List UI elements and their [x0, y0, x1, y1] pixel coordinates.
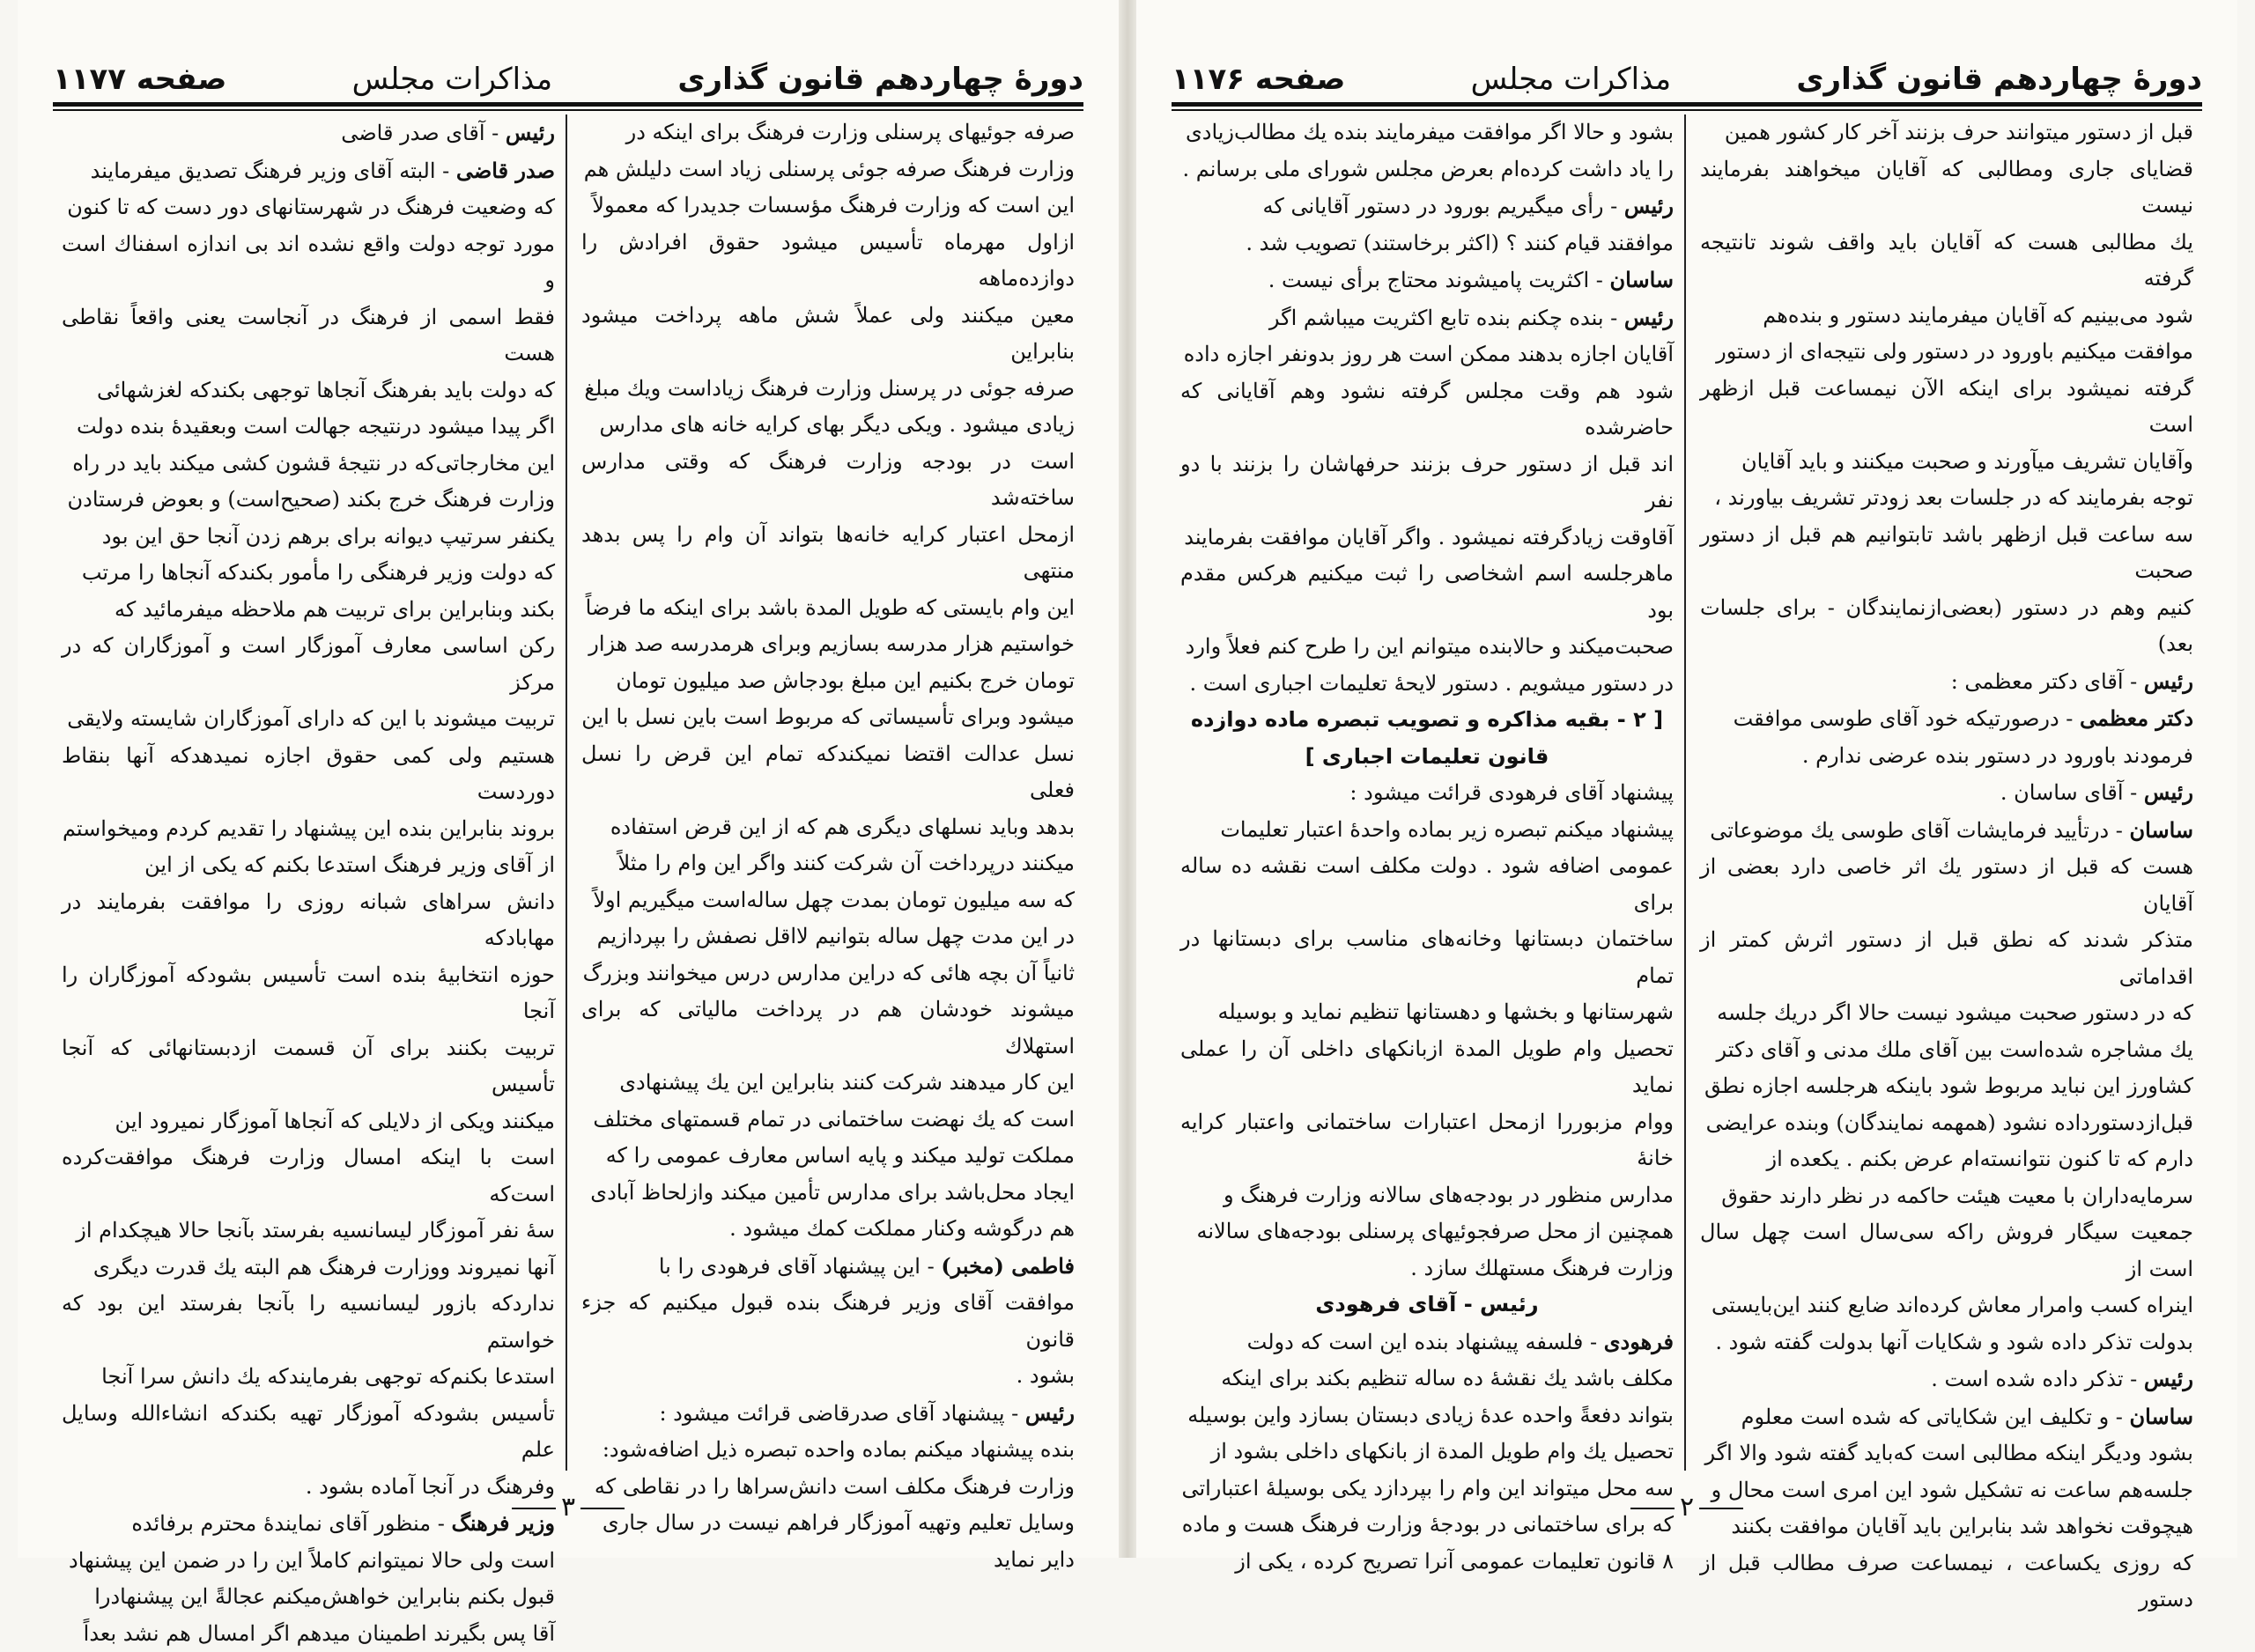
text-line: سهٔ نفر آموزگار لیسانسیه بفرستد بآنجا حالا هیچکدام از — [62, 1213, 555, 1250]
text-line: صرفه جوئی در پرسنل وزارت فرهنگ زیاداست ویك مبلغ — [581, 371, 1075, 408]
text-column-left — [62, 114, 555, 1471]
text-line: ووام مزبوررا ازمحل اعتبارات ساختمانی واعتبار کرایه خانهٔ — [1180, 1104, 1674, 1177]
page-footer — [18, 1492, 1119, 1523]
header-title: مذاکرات مجلس — [1471, 62, 1671, 97]
text-line: نسل عدالت اقتضا نمیکندکه تمام این قرض را نسل فعلی — [581, 736, 1075, 809]
speech-text: - اکثریت پامیشوند محتاج برأی نیست . — [1268, 268, 1610, 292]
page-footer — [1136, 1492, 2237, 1523]
speech-text: - درتأیید فرمایشات آقای طوسی یك موضوعاتی — [1710, 818, 2129, 843]
text-line: [ ۲ - بقیه مذاکره و تصویب تبصره ماده دوازده — [1180, 702, 1674, 739]
text-line: موافقت میکنیم باورود در دستور ولی نتیجه‌ای از دستور — [1700, 334, 2193, 371]
text-line — [1700, 774, 2193, 812]
text-line: بدولت تذکر داده شود و شکایات آنها بدولت گفته شود . — [1700, 1324, 2193, 1361]
text-line: تحصیل وام طویل المدة ازبانکهای داخلی آن را عملی نماید — [1180, 1031, 1674, 1104]
text-line: است در بودجه وزارت فرهنگ که وقتی مدارس ساخته‌شد — [581, 444, 1075, 517]
text-line: میشوند خودشان هم در پرداخت مالیاتی که برای استهلاك — [581, 992, 1075, 1065]
speech-text: - پیشنهاد آقای صدرقاضی قرائت میشود : — [659, 1401, 1024, 1426]
speaker-name: ساسان — [1610, 267, 1674, 292]
text-line: سه محل میتواند این وام را بپردازد یکی بوسیلهٔ اعتباراتی — [1180, 1471, 1674, 1508]
speaker-name: وزیر فرهنگ — [451, 1510, 555, 1536]
text-line: وزارت فرهنگ صرفه جوئی پرسنلی زیاد است دلیلش هم — [581, 151, 1075, 188]
book-gutter — [1119, 0, 1136, 1558]
text-line: وسایل تعلیم وتهیه آموزگار فراهم نیست در سال جاری — [581, 1505, 1075, 1542]
text-line: بشود . — [581, 1358, 1075, 1395]
text-line — [1700, 812, 2193, 850]
text-line: یك مشاجره شده‌است بین آقای ملك مدنی و آقای دکتر — [1700, 1032, 2193, 1069]
text-line: دایر نماید — [581, 1542, 1075, 1579]
text-line — [1700, 1361, 2193, 1398]
text-line: ۸ قانون تعلیمات عمومی آنرا تصریح کرده ، یکی از — [1180, 1544, 1674, 1581]
text-line: از آقای وزیر فرهنگ استدعا بکنم که یکی از این — [62, 847, 555, 884]
speech-text: - رأی میگیریم بورود در دستور آقایانی که — [1263, 194, 1624, 218]
text-line: مکلف باشد یك نقشهٔ ده ساله تنظیم بکند برای اینکه — [1180, 1361, 1674, 1398]
text-line — [581, 1395, 1075, 1433]
text-line: ازمحل اعتبار کرایه خانه‌ها بتواند آن وام را پس بدهد منتهی — [581, 517, 1075, 590]
text-line: که دولت باید بفرهنگ آنجاها توجهی بکندکه لغزشهائی — [62, 372, 555, 409]
footer-dash — [1699, 1508, 1743, 1509]
text-line: میشود وبرای تأسیساتی که مربوط است باین نسل با این — [581, 699, 1075, 736]
footer-page-number: ۳ — [561, 1492, 575, 1523]
text-line: صرفه جوئیهای پرسنلی وزارت فرهنگ برای اینکه در — [581, 114, 1075, 151]
text-line: وآقایان تشریف میآورند و صحبت میکنند و باید آقایان — [1700, 444, 2193, 481]
text-line: کنیم وهم در دستور (بعضی‌ازنمایندگان - برای جلسات بعد) — [1700, 590, 2193, 663]
text-line: میکنند درپرداخت آن شرکت کنند واگر این وام را مثلاً — [581, 845, 1075, 882]
text-line: فقط اسمی از فرهنگ در آنجاست یعنی واقعاً نقاطی هست — [62, 299, 555, 372]
text-line: هیچوقت نخواهد شد بنابراین باید آقایان موافقت بکنند — [1700, 1508, 2193, 1545]
text-line: در دستور میشویم . دستور لایحهٔ تعلیمات اجباری است . — [1180, 666, 1674, 703]
text-line: ثانیاً آن بچه هائی که دراین مدارس درس میخوانند وبزرگ — [581, 955, 1075, 992]
header-page-number: صفحه ۱۱۷۶ — [1172, 62, 1345, 97]
text-line: آقایان اجازه بدهند ممکن است هر روز بدونفر اجازه داده — [1180, 336, 1674, 373]
text-line: سه ساعت قبل ازظهر باشد تابتوانیم هم قبل از دستور صحبت — [1700, 517, 2193, 590]
text-line: قانون تعلیمات اجباری ] — [1180, 739, 1674, 776]
speaker-name: فاطمی (مخبر) — [941, 1253, 1075, 1279]
text-line: جلسه‌هم ساعت نه تشکیل شود این امری است محال و — [1700, 1472, 2193, 1509]
speech-text: - البته آقای وزیر فرهنگ تصدیق میفرمایند — [91, 159, 456, 183]
text-line: هست که قبل از دستور یك اثر خاصی دارد بعضی از آقایان — [1700, 849, 2193, 922]
footer-dash — [512, 1508, 556, 1509]
text-line: شهرستانها و بخشها و دهستانها تنظیم نماید و بوسیله — [1180, 994, 1674, 1031]
speech-text: - این پیشنهاد آقای فرهودی را با — [659, 1254, 942, 1279]
speaker-name: رئیس — [1025, 1400, 1075, 1426]
text-line: ماهرجلسه اسم اشخاصی را ثبت میکنیم هرکس مقدم بود — [1180, 556, 1674, 629]
text-line: تربیت بکنند برای آن قسمت ازدبستانهائی که آنجا تأسیس — [62, 1030, 555, 1103]
text-line: این کار میدهند شرکت کنند بنابراین این یك پیشنهادی — [581, 1065, 1075, 1102]
text-line: اینراه کسب وامرار معاش کرده‌اند ضایع کنند این‌بایستی — [1700, 1287, 2193, 1324]
text-line: مملکت تولید میکند و پایه اساس معارف عمومی را که — [581, 1138, 1075, 1175]
speech-text: - آقای ساسان . — [2000, 780, 2144, 805]
speaker-name: صدر قاضی — [456, 158, 555, 183]
text-line: شود هم وقت مجلس گرفته نشود وهم آقایانی که حاضرشده — [1180, 373, 1674, 446]
text-line: قبول بکنم بنابراین خواهش‌میکنم عجالةً این پیشنهادرا — [62, 1579, 555, 1616]
text-line: این است که وزارت فرهنگ مؤسسات جدیدرا که معمولاً — [581, 188, 1075, 225]
column-divider — [566, 114, 567, 1471]
text-line: تومان خرج بکنیم این مبلغ بودجاش صد میلیون تومان — [581, 663, 1075, 700]
text-line: اگر پیدا میشود درنتیجه جهالت است وبعقیدهٔ بنده دولت — [62, 409, 555, 446]
speech-text: - آقای دکتر معظمی : — [1951, 669, 2144, 694]
text-line: عمومی اضافه شود . دولت مکلف است نقشه ده ساله برای — [1180, 848, 1674, 921]
text-line: در این مدت چهل ساله بتوانیم لااقل نصفش را بپردازیم — [581, 918, 1075, 955]
text-line: اند قبل از دستور حرف بزنند حرفهاشان را بزنند با دو نفر — [1180, 446, 1674, 520]
text-line: که در دستور صحبت میشود نیست حالا اگر دریك جلسه — [1700, 995, 2193, 1032]
text-line — [1700, 700, 2193, 738]
text-line: قبل‌ازدستورداده نشود (همهمه نمایندگان) وبنده عرایضی — [1700, 1105, 2193, 1142]
text-line — [1180, 1287, 1674, 1324]
text-line: است با اینکه امسال وزارت فرهنگ موافقت‌کرده است‌که — [62, 1139, 555, 1213]
page-header — [1172, 53, 2202, 97]
text-line: ندارد‌که بازور لیسانسیه را بآنجا بفرستد این بود که خواستم — [62, 1286, 555, 1359]
text-line: یك مطالبی هست که آقایان باید واقف شوند تانتیجه گرفته — [1700, 225, 2193, 298]
text-line: که سه میلیون تومان بمدت چهل ساله‌است میگیریم اولاً — [581, 882, 1075, 919]
header-page-number: صفحه ۱۱۷۷ — [53, 62, 226, 97]
column-divider — [1684, 114, 1686, 1471]
text-line: است که یك نهضت ساختمانی در تمام قسمتهای مختلف — [581, 1102, 1075, 1139]
text-line: میکنند ویکی از دلایلی که آنجاها آموزگار نمیرود این — [62, 1103, 555, 1140]
text-line: همچنین از محل صرفجوئیهای پرسنلی بودجه‌های سالانه — [1180, 1213, 1674, 1250]
text-line: زیادی میشود . ویکی دیگر بهای کرایه خانه های مدارس — [581, 407, 1075, 444]
text-line: خواستیم هزار مدرسه بسازیم وبرای هرمدرسه صد هزار — [581, 626, 1075, 663]
text-line — [1180, 188, 1674, 225]
text-line: ازاول مهرماه تأسیس میشود حقوق افرادش را دوازده‌ماهه — [581, 225, 1075, 298]
speech-text: - منظور آقای نمایندهٔ محترم برفائده — [131, 1511, 451, 1536]
text-line: بشود ودیگر اینکه مطالبی است که‌باید گفته شود والا اگر — [1700, 1435, 2193, 1472]
text-line: این وام بایستی که طویل المدة باشد برای اینکه ما فرضاً — [581, 590, 1075, 627]
speaker-name: رئیس — [506, 120, 555, 145]
speaker-name: رئیس — [2144, 668, 2193, 694]
text-line: ساختمان دبستانها وخانه‌های مناسب برای دبستانها در تمام — [1180, 921, 1674, 994]
text-line: بشود و حالا اگر موافقت میفرمایند بنده یك مطالب‌زیادی — [1180, 114, 1674, 151]
header-rule — [1172, 102, 2202, 107]
speaker-name: ساسان — [2130, 1404, 2193, 1429]
text-line: قبل از دستور میتوانند حرف بزنند آخر کار کشور همین — [1700, 114, 2193, 151]
text-line: وزارت فرهنگ مکلف است دانش‌سراها را در نقاطی که — [581, 1469, 1075, 1506]
text-line — [581, 1248, 1075, 1286]
header-title: مذاکرات مجلس — [352, 62, 552, 97]
text-line — [62, 114, 555, 152]
text-line: تربیت میشوند با این که دارای آموزگاران شایسته ولایقی — [62, 701, 555, 738]
page-1176 — [1136, 0, 2237, 1558]
text-line: متذکر شدند که نطق قبل از دستور اثرش کمتر از اقداماتی — [1700, 922, 2193, 995]
text-line: آقا پس بگیرند اطمینان میدهم اگر امسال هم نشد بعداً — [62, 1616, 555, 1652]
text-line: معین میکنند ولی عملاً شش ماهه پرداخت میشود بنابراین — [581, 298, 1075, 371]
text-line: پیشنهاد میکنم تبصره زیر بماده واحدهٔ اعتبار تعلیمات — [1180, 812, 1674, 849]
text-line: که برای ساختمانی در بودجهٔ وزارت فرهنگ هست و ماده — [1180, 1507, 1674, 1544]
header-rule — [53, 102, 1083, 107]
speaker-name: رئیس — [1624, 305, 1674, 330]
header-session: دورهٔ چهاردهم قانون گذاری — [1796, 62, 2202, 97]
speaker-name: فرهودی — [1604, 1329, 1674, 1354]
text-line: است ولی حالا نمیتوانم کاملاً این را در ضمن این پیشنهاد — [62, 1543, 555, 1580]
speaker-name: رئیس — [2144, 779, 2193, 805]
speaker-name: رئیس — [1480, 1292, 1539, 1316]
text-line — [1180, 262, 1674, 299]
header-rule-thin — [1172, 109, 2202, 111]
speaker-name: ساسان — [2130, 817, 2193, 843]
speaker-name: دکتر معظمی — [2080, 705, 2193, 731]
text-line: بروند بنابراین بنده این پیشنهاد را تقدیم کردم ومیخواستم — [62, 811, 555, 848]
text-line: فرمودند باورود در دستور بنده عرضی ندارم . — [1700, 738, 2193, 775]
text-column-right — [1700, 114, 2193, 1471]
speech-text: - آقای فرهودی — [1315, 1292, 1480, 1316]
header-session: دورهٔ چهاردهم قانون گذاری — [677, 62, 1083, 97]
footer-dash — [1630, 1508, 1675, 1509]
text-line: کشاورز این نباید مربوط شود باینکه هرجلسه اجازه نطق — [1700, 1068, 2193, 1105]
text-line: که وضعیت فرهنگ در شهرستانهای دور دست که تا کنون — [62, 189, 555, 226]
text-line: سرمایه‌داران با معیت هیئت حاکمه در نظر دارند حقوق — [1700, 1178, 2193, 1215]
text-line: هستیم ولی کمی حقوق اجازه نمیدهدکه آنها بنقاط دوردست — [62, 738, 555, 811]
text-line: این مخارجاتی‌که در نتیجهٔ قشون کشی میکند باید در راه — [62, 446, 555, 483]
speech-text: - فلسفه پیشنهاد بنده این است که دولت — [1247, 1330, 1604, 1354]
text-line: شود می‌بینیم که آقایان میفرمایند دستور و بنده‌هم — [1700, 298, 2193, 335]
text-line: صحبت‌میکند و حالابنده میتوانم این را طرح کنم فعلاً وارد — [1180, 629, 1674, 666]
speech-text: - بنده چکنم بنده تابع اکثریت میباشم اگر — [1269, 306, 1624, 330]
text-line: آقاوقت زیادگرفته نمیشود . واگر آقایان موافقت بفرمایند — [1180, 520, 1674, 557]
text-line: هم درگوشه وکنار مملکت کمك میشود . — [581, 1211, 1075, 1248]
text-line — [62, 152, 555, 190]
text-column-right — [581, 114, 1075, 1471]
text-line: موافقند قیام کنند ؟ (اکثر برخاستند) تصویب شد . — [1180, 225, 1674, 262]
text-line: پیشنهاد آقای فرهودی قرائت میشود : — [1180, 775, 1674, 812]
text-line: دانش سراهای شبانه روزی را موافقت بفرمایند در مهاباد‌که — [62, 884, 555, 957]
text-line: را یاد داشت کرده‌ام بعرض مجلس شورای ملی برسانم . — [1180, 151, 1674, 188]
speaker-name: رئیس — [1624, 193, 1674, 218]
speech-text: - و تکلیف این شکایاتی که شده است معلوم — [1741, 1405, 2130, 1429]
text-line: جمعیت سیگار فروش راکه سی‌سال است چهل سال است از — [1700, 1214, 2193, 1287]
text-line: بنده پیشنهاد میکنم بماده واحده تبصره ذیل اضافه‌شود: — [581, 1432, 1075, 1469]
text-line: که روزی یکساعت ، نیمساعت صرف مطالب قبل از دستور — [1700, 1545, 2193, 1619]
text-line: که دولت وزیر فرهنگی را مأمور بکند‌که آنجاها را مرتب — [62, 555, 555, 592]
text-line: تحصیل یك وام طویل المدة از بانکهای داخلی بشود از — [1180, 1434, 1674, 1471]
speaker-name: رئیس — [2144, 1366, 2193, 1391]
speech-text: - درصورتیکه خود آقای طوسی موافقت — [1734, 706, 2080, 731]
text-line: تأسیس بشود‌که آموزگار تهیه بکند‌که انشاءالله وسایل علم — [62, 1396, 555, 1469]
text-line: بتواند دفعةً واحده عدهٔ زیادی دبستان بسازد واین بوسیله — [1180, 1398, 1674, 1434]
text-line: موافقت آقای وزیر فرهنگ بنده قبول میکنیم که جزء قانون — [581, 1285, 1075, 1358]
text-line: آنها نمیروند ووزارت فرهنگ هم البته یك قدرت دیگری — [62, 1250, 555, 1287]
speech-text: - تذکر داده شده است . — [1931, 1367, 2144, 1391]
text-line: رکن اساسی معارف آموزگار است و آموزگاران که در مرکز — [62, 628, 555, 701]
text-line: حوزه انتخابیهٔ بنده است تأسیس بشود‌که آموزگاران را آنجا — [62, 957, 555, 1030]
page-header — [53, 53, 1083, 97]
text-line: مورد توجه دولت واقع نشده اند بی اندازه اسفناك است و — [62, 226, 555, 299]
text-line: استدعا بکنم‌که توجهی بفرمایند‌که یك دانش سرا آنجا — [62, 1359, 555, 1396]
text-line — [1180, 299, 1674, 337]
text-line: بکند وبنابراین برای تربیت هم ملاحظه میفرمائید که — [62, 592, 555, 629]
text-line: گرفته نمیشود برای اینکه الآن نیمساعت قبل ازظهر است — [1700, 371, 2193, 444]
text-line: بدهد وباید نسلهای دیگری هم که از این قرض استفاده — [581, 809, 1075, 846]
text-line: وزارت فرهنگ مستهلك سازد . — [1180, 1250, 1674, 1287]
page-1177 — [18, 0, 1119, 1558]
text-line: دارم که تا کنون نتوانسته‌ام عرض بکنم . یکعده از — [1700, 1141, 2193, 1178]
text-line — [1700, 1398, 2193, 1436]
text-line — [1180, 1324, 1674, 1361]
text-line — [1700, 663, 2193, 701]
text-line: وزارت فرهنگ خرج بکند (صحیح‌است) و بعوض فرستادن — [62, 482, 555, 519]
footer-dash — [580, 1508, 625, 1509]
footer-page-number: ۲ — [1680, 1492, 1694, 1523]
text-column-left — [1180, 114, 1674, 1471]
text-line: مدارس منظور در بودجه‌های سالانه وزارت فرهنگ و — [1180, 1177, 1674, 1214]
header-rule-thin — [53, 109, 1083, 111]
speech-text: - آقای صدر قاضی — [341, 121, 506, 145]
text-line: ایجاد محل‌باشد برای مدارس تأمین میکند وازلحاظ آبادی — [581, 1175, 1075, 1212]
text-line: یکنفر سرتیپ دیوانه برای برهم زدن آنجا حق این بود — [62, 519, 555, 556]
text-line: وفرهنگ در آنجا آماده بشود . — [62, 1469, 555, 1506]
text-line: قضایای جاری ومطالبی که آقایان میخواهند بفرمایند نیست — [1700, 151, 2193, 225]
text-line: توجه بفرمایند که در جلسات بعد زودتر تشریف بیاورند ، — [1700, 480, 2193, 517]
